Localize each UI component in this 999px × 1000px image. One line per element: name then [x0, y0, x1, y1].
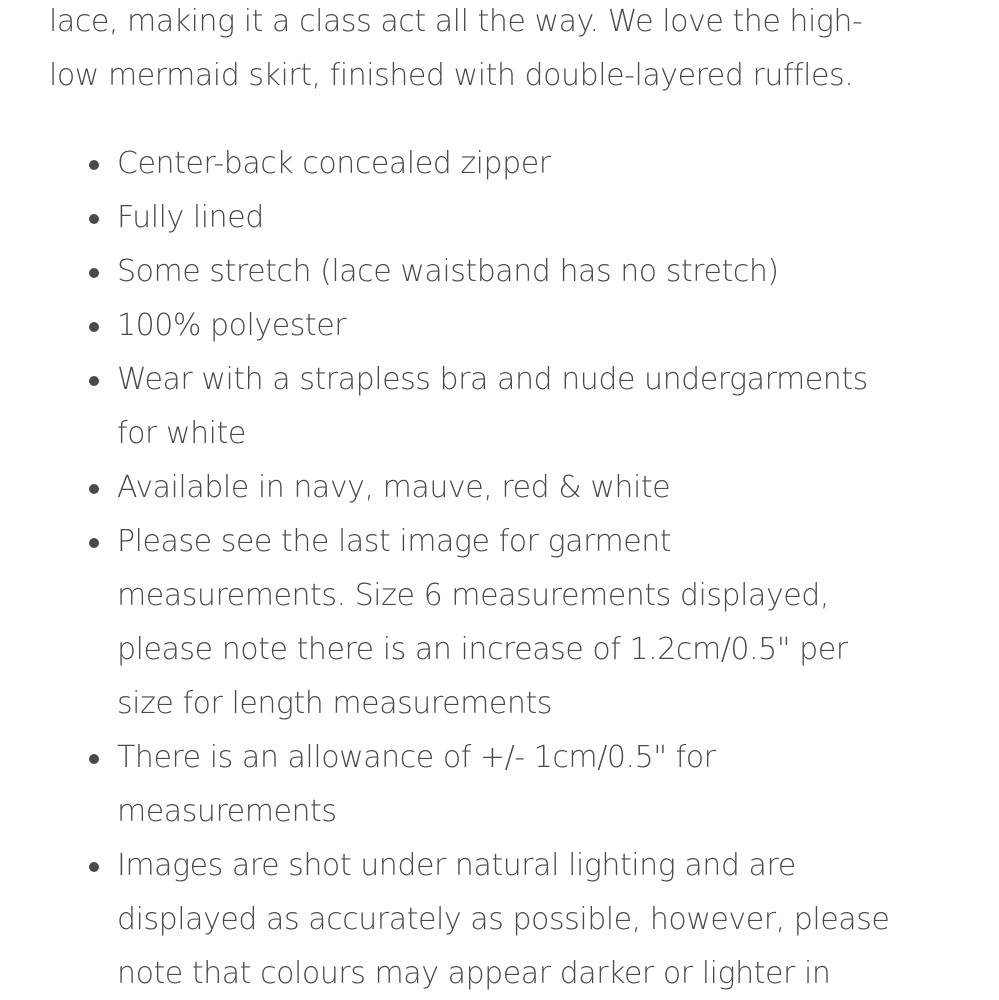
intro-line: low mermaid skirt, finished with double-layered ruffles.	[49, 58, 854, 93]
feature-item-lighting	[49, 839, 949, 1000]
feature-item-stretch	[49, 245, 949, 299]
feature-text: Some stretch (lace waistband has no stretch)	[117, 254, 779, 289]
bullet-icon	[89, 862, 99, 872]
bullet-icon	[89, 322, 99, 332]
feature-text-line: measurements	[117, 794, 337, 829]
product-description	[49, 0, 949, 1000]
feature-text-line: please note there is an increase of 1.2cm/0.5" per	[117, 632, 848, 667]
feature-text-line: Please see the last image for garment	[117, 524, 672, 559]
feature-item-lining	[49, 191, 949, 245]
bullet-icon	[89, 268, 99, 278]
feature-text-line: size for length measurements	[117, 686, 552, 721]
feature-list	[49, 137, 949, 1000]
bullet-icon	[89, 484, 99, 494]
feature-text: Available in navy, mauve, red & white	[117, 470, 671, 505]
feature-text-line: measurements. Size 6 measurements displayed,	[117, 578, 829, 613]
feature-text: Center-back concealed zipper	[117, 146, 551, 181]
bullet-icon	[89, 376, 99, 386]
feature-item-allowance	[49, 731, 949, 839]
feature-item-zipper	[49, 137, 949, 191]
bullet-icon	[89, 214, 99, 224]
feature-text: 100% polyester	[117, 308, 347, 343]
bullet-icon	[89, 538, 99, 548]
bullet-icon	[89, 160, 99, 170]
feature-item-undergarments	[49, 353, 949, 461]
feature-text-line: displayed as accurately as possible, however, please	[117, 902, 890, 937]
feature-item-material	[49, 299, 949, 353]
feature-text-line: Images are shot under natural lighting and are	[117, 848, 796, 883]
intro-line: lace, making it a class act all the way. We love the high-	[49, 4, 863, 39]
feature-item-colors	[49, 461, 949, 515]
description-intro	[49, 0, 949, 103]
feature-text-line: note that colours may appear darker or lighter in	[117, 956, 831, 991]
bullet-icon	[89, 754, 99, 764]
feature-text: Fully lined	[117, 200, 264, 235]
feature-item-measurements	[49, 515, 949, 731]
feature-text-line: There is an allowance of +/- 1cm/0.5" for	[117, 740, 716, 775]
feature-text-line: for white	[117, 416, 246, 451]
feature-text-line: Wear with a strapless bra and nude undergarments	[117, 362, 868, 397]
